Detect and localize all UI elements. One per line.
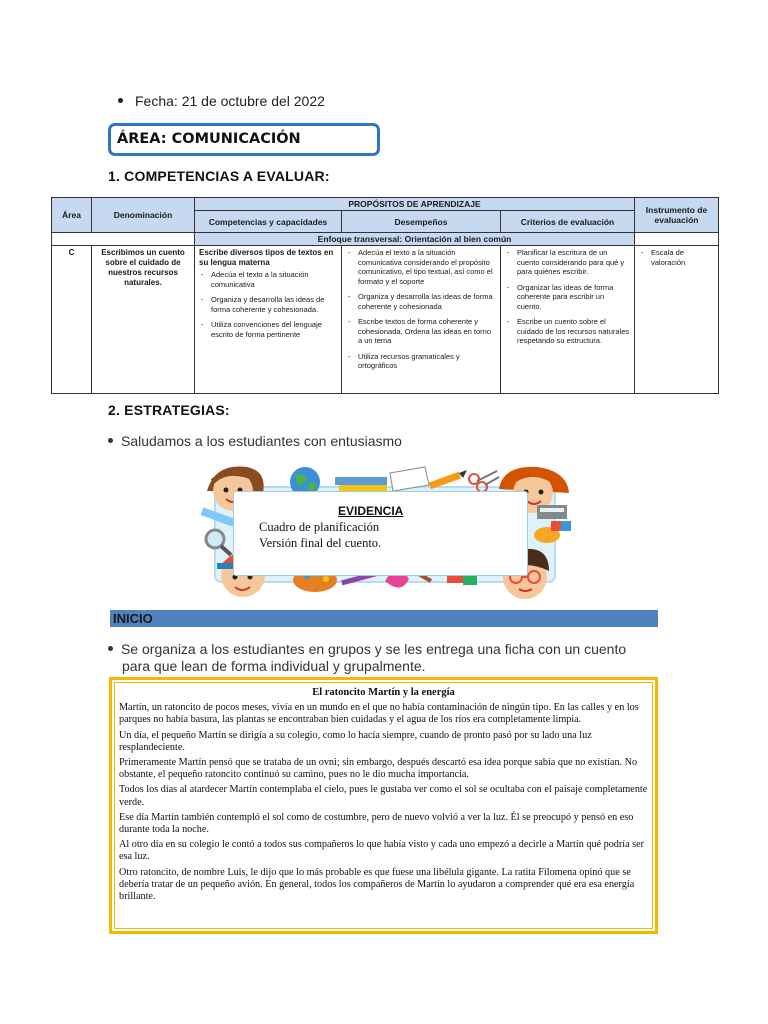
saludo-line <box>108 433 402 449</box>
story-paragraph: Martín, un ratoncito de pocos meses, vivía en un mundo en el que no había contaminación de ningún tipo. En las calles y en los parques no había basura, las plantas se encontraban bien cuidadas y el agua de los ríos era completamente limpia. <box>119 702 639 726</box>
cell-instrumento <box>635 246 719 394</box>
cell-area: C <box>52 246 92 394</box>
story-content <box>114 682 653 929</box>
list-item: - Organiza y desarrolla las ideas de forma coherente y cohesionada. <box>199 295 337 314</box>
bullet-icon <box>118 98 123 103</box>
list-item: - Adecúa el texto a la situación comunicativa considerando el propósito comunicativo, el tipo textual, así como el formato y el soporte <box>346 248 496 286</box>
evidencia-line: Cuadro de planificación <box>259 520 380 534</box>
competencia-title: Escribe diversos tipos de textos en su lengua materna <box>199 248 334 267</box>
story-paragraph: Todos los días al atardecer Martín contemplaba el cielo, pues le gustaba ver como el sol se ocultaba con el paisaje completamente verde. <box>119 784 648 808</box>
organiza-line: para que lean de forma individual y grupalmente. <box>122 658 426 674</box>
col-competencias-header: Competencias y capacidades <box>195 211 342 233</box>
evidencia-title: EVIDENCIA <box>338 504 404 518</box>
fecha-line <box>118 93 325 109</box>
story-title: El ratoncito Martín y la energía <box>312 687 455 698</box>
organiza-line: Se organiza a los estudiantes en grupos y se les entrega una ficha con un cuento <box>121 641 627 657</box>
list-item: - Escala de valoración <box>639 248 714 267</box>
competencias-table <box>51 197 719 394</box>
list-item: - Utiliza convenciones del lenguaje escrito de forma pertinente <box>199 320 337 339</box>
story-box <box>109 677 658 934</box>
list-item: - Organizar las ideas de forma coherente para escribir un cuento. <box>505 283 630 312</box>
bullet-icon <box>108 438 113 443</box>
list-item: - Adecúa el texto a la situación comunicativa <box>199 270 337 289</box>
list-item: - Organiza y desarrolla las ideas de forma coherente y cohesionada <box>346 292 496 311</box>
desempenos-list <box>346 248 496 371</box>
area-title-box <box>108 123 380 156</box>
col-criterios-header: Criterios de evaluación <box>501 211 635 233</box>
fecha-text: Fecha: 21 de octubre del 2022 <box>135 93 325 109</box>
story-paragraph: Primeramente Martín pensó que se trataba de un ovni; sin embargo, después descartó esa idea porque sabía que no existían. No obstante, el pequeño ratoncito continuó su camino, pues no le dio mucha importancia. <box>119 757 638 781</box>
cell-denominacion: Escribimos un cuento sobre el cuidado de nuestros recursos naturales. <box>92 246 195 394</box>
col-denominacion-header: Denominación <box>92 198 195 233</box>
propositos-header: PROPÓSITOS DE APRENDIZAJE <box>195 198 635 211</box>
section1-title: 1. COMPETENCIAS A EVALUAR: <box>108 168 330 184</box>
cell-criterios <box>501 246 635 394</box>
cell-desempenos <box>342 246 501 394</box>
enfoque-empty-right <box>635 233 719 246</box>
story-paragraph: Otro ratoncito, de nombre Luis, le dijo que lo más probable es que fuese una libélula gigante. La ratita Filomena opinó que se debería tratar de un pequeño avión. En general, todos los compañeros de Martín lo ayudaron a comprender qué era esa energía brillante. <box>119 866 635 903</box>
bullet-icon <box>108 646 113 651</box>
col-area-header: Área <box>52 198 92 233</box>
table-row <box>52 246 719 394</box>
col-instrumento-header: Instrumento de evaluación <box>635 198 719 233</box>
enfoque-empty <box>52 233 195 246</box>
story-paragraph: Un día, el pequeño Martín se dirigía a su colegio, como lo hacía siempre, cuando de pronto pasó por su lado una luz resplandeciente. <box>119 729 592 753</box>
cell-competencias <box>195 246 342 394</box>
list-item: - Escribe textos de forma coherente y cohesionada. Ordena las ideas en torno a un tema <box>346 317 496 346</box>
organiza-paragraph <box>108 641 668 675</box>
section2-title: 2. ESTRATEGIAS: <box>108 402 230 418</box>
area-title: ÁREA: COMUNICACIÓN <box>117 131 301 147</box>
inicio-bar: INICIO <box>110 610 658 627</box>
evidencia-line: Versión final del cuento. <box>259 536 382 550</box>
criterios-list <box>505 248 630 346</box>
blocks-icon <box>551 521 571 531</box>
col-desempenos-header: Desempeños <box>342 211 501 233</box>
capacidades-list <box>199 270 337 339</box>
calculator-icon <box>537 505 567 519</box>
list-item: - Escribe un cuento sobre el cuidado de los recursos naturales respetando su estructura. <box>505 317 630 346</box>
enfoque-header: Enfoque transversal: Orientación al bien común <box>195 233 635 246</box>
instrumento-list <box>639 248 714 267</box>
story-paragraph: Ese día Martín también contempló el sol como de costumbre, pero de nuevo volvió a ver la luz. Él se preocupó y pensó en eso durante toda la noche. <box>119 811 634 836</box>
list-item: - Planificar la escritura de un cuento considerando para qué y para quiénes escribir. <box>505 248 630 277</box>
saludo-text: Saludamos a los estudiantes con entusiasmo <box>121 433 402 449</box>
evidencia-illustration <box>185 463 585 600</box>
story-paragraph: Al otro día en su colegio le contó a todos sus compañeros lo que había visto y cada uno empezó a decirle a Martín qué podría ser esa luz. <box>119 839 645 863</box>
list-item: - Utiliza recursos gramaticales y ortográficos <box>346 352 496 371</box>
